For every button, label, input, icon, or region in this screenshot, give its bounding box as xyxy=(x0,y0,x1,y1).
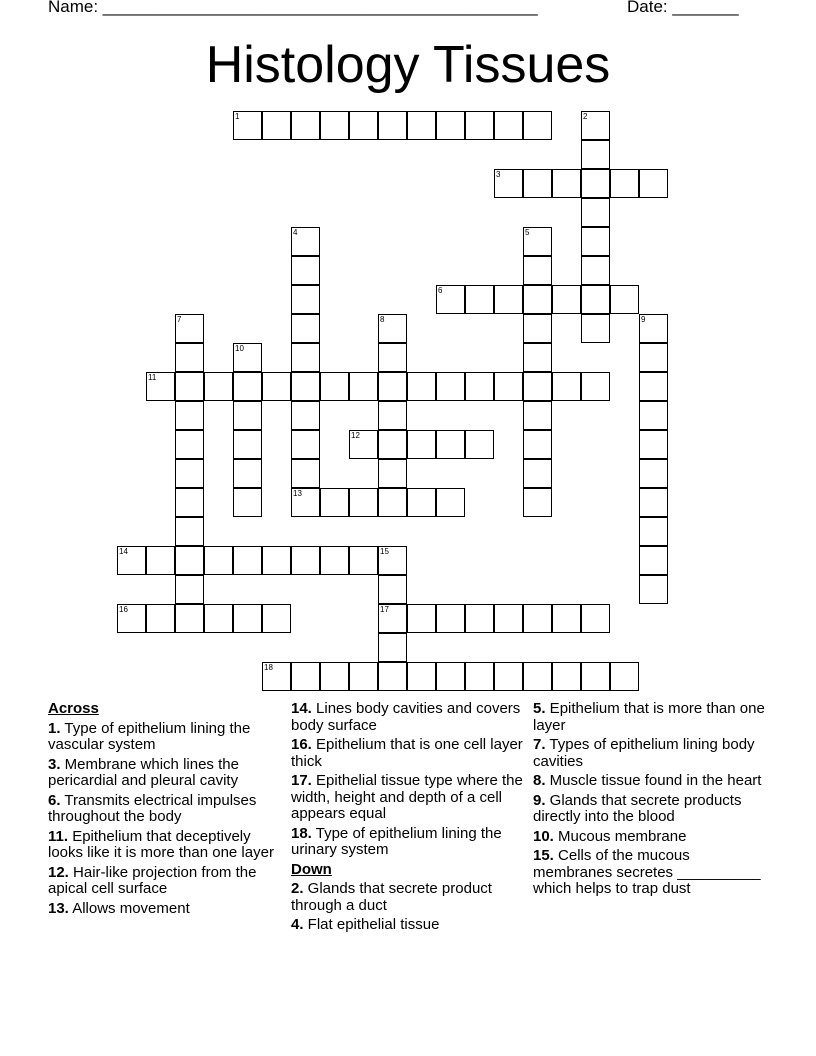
cell-number: 11 xyxy=(148,372,157,382)
cell-number: 2 xyxy=(583,111,588,121)
crossword-cell[interactable] xyxy=(378,575,407,604)
down-heading: Down xyxy=(291,860,332,878)
clue-item xyxy=(48,721,280,754)
clue-item xyxy=(533,737,773,770)
crossword-cell[interactable] xyxy=(262,111,291,140)
clue-number: 10. xyxy=(533,827,554,845)
clue-text: Epithelial tissue type where the width, height and depth of a cell appears equal xyxy=(291,772,523,822)
crossword-cell[interactable] xyxy=(349,662,378,691)
cell-number: 6 xyxy=(438,285,443,295)
clue-item xyxy=(48,901,280,918)
crossword-cell[interactable] xyxy=(465,111,494,140)
crossword-cell[interactable] xyxy=(552,169,581,198)
crossword-cell[interactable] xyxy=(610,285,639,314)
crossword-cell[interactable] xyxy=(436,604,465,633)
crossword-cell[interactable] xyxy=(581,227,610,256)
crossword-cell[interactable] xyxy=(581,140,610,169)
crossword-cell[interactable] xyxy=(465,604,494,633)
crossword-cell[interactable] xyxy=(407,372,436,401)
cell-number: 12 xyxy=(351,430,360,440)
crossword-cell[interactable] xyxy=(552,662,581,691)
crossword-cell[interactable] xyxy=(233,459,262,488)
crossword-cell[interactable] xyxy=(291,256,320,285)
clue-item xyxy=(533,793,773,826)
clue-text: Transmits electrical impulses throughout the body xyxy=(48,791,257,825)
clue-number: 8. xyxy=(533,772,546,789)
crossword-cell[interactable] xyxy=(610,169,639,198)
crossword-cell[interactable] xyxy=(407,111,436,140)
cell-number: 7 xyxy=(177,314,182,324)
crossword-cell[interactable] xyxy=(465,430,494,459)
cell-number: 13 xyxy=(293,488,302,498)
clue-item xyxy=(533,829,773,846)
clue-text: Cells of the mucous membranes secretes __________ which helps to trap dust xyxy=(533,847,761,897)
crossword-cell[interactable] xyxy=(349,372,378,401)
clue-item xyxy=(533,773,773,790)
clue-number: 16. xyxy=(291,736,312,753)
clue-item xyxy=(533,701,773,734)
crossword-cell[interactable] xyxy=(552,604,581,633)
crossword-cell[interactable] xyxy=(349,546,378,575)
crossword-cell[interactable] xyxy=(291,372,320,401)
crossword-cell[interactable] xyxy=(639,517,668,546)
crossword-cell[interactable] xyxy=(407,488,436,517)
crossword-cell[interactable] xyxy=(233,488,262,517)
crossword-cell[interactable] xyxy=(494,662,523,691)
crossword-cell[interactable] xyxy=(291,343,320,372)
crossword-cell[interactable] xyxy=(465,372,494,401)
crossword-cell[interactable] xyxy=(233,430,262,459)
crossword-cell[interactable] xyxy=(639,430,668,459)
crossword-cell[interactable] xyxy=(523,604,552,633)
crossword-cell[interactable] xyxy=(291,430,320,459)
crossword-cell[interactable] xyxy=(233,372,262,401)
clue-text: Muscle tissue found in the heart xyxy=(545,772,762,789)
clues-column-2 xyxy=(291,701,523,937)
crossword-cell[interactable] xyxy=(175,575,204,604)
crossword-cell[interactable] xyxy=(378,401,407,430)
crossword-cell[interactable] xyxy=(175,372,204,401)
crossword-cell[interactable] xyxy=(581,372,610,401)
clues-column-1 xyxy=(48,701,280,920)
clue-number: 3. xyxy=(48,755,61,773)
crossword-cell[interactable] xyxy=(204,604,233,633)
crossword-cell[interactable] xyxy=(436,488,465,517)
crossword-cell[interactable] xyxy=(378,633,407,662)
crossword-cell[interactable] xyxy=(523,169,552,198)
crossword-cell[interactable] xyxy=(175,604,204,633)
crossword-cell[interactable] xyxy=(320,546,349,575)
crossword-cell[interactable] xyxy=(175,430,204,459)
clue-text: Lines body cavities and covers body surface xyxy=(291,700,521,734)
crossword-cell[interactable] xyxy=(639,459,668,488)
crossword-cell[interactable] xyxy=(523,343,552,372)
crossword-cell[interactable] xyxy=(291,314,320,343)
crossword-cell[interactable] xyxy=(378,430,407,459)
crossword-cell[interactable] xyxy=(523,459,552,488)
crossword-cell[interactable] xyxy=(378,343,407,372)
crossword-cell[interactable] xyxy=(494,604,523,633)
clue-item xyxy=(291,826,523,859)
crossword-cell[interactable] xyxy=(146,604,175,633)
crossword-cell[interactable] xyxy=(523,256,552,285)
crossword-cell[interactable] xyxy=(233,604,262,633)
cell-number: 10 xyxy=(235,343,244,353)
crossword-cell[interactable] xyxy=(436,430,465,459)
crossword-cell[interactable] xyxy=(494,111,523,140)
crossword-cell[interactable] xyxy=(320,111,349,140)
clue-item xyxy=(533,848,773,898)
crossword-cell[interactable] xyxy=(639,343,668,372)
crossword-cell[interactable] xyxy=(262,372,291,401)
across-heading: Across xyxy=(48,700,99,717)
crossword-cell[interactable] xyxy=(378,111,407,140)
crossword-cell[interactable] xyxy=(494,372,523,401)
clue-number: 11. xyxy=(48,827,69,845)
crossword-cell[interactable] xyxy=(349,111,378,140)
crossword-cell[interactable] xyxy=(378,459,407,488)
clue-text: Glands that secrete product through a duct xyxy=(291,880,492,914)
clue-number: 7. xyxy=(533,736,546,753)
crossword-cell[interactable] xyxy=(523,430,552,459)
clue-item xyxy=(291,737,523,770)
clue-number: 13. xyxy=(48,899,69,917)
crossword-cell[interactable] xyxy=(291,285,320,314)
clue-text: Epithelium that is more than one layer xyxy=(533,700,765,734)
crossword-cell[interactable] xyxy=(378,662,407,691)
cell-number: 3 xyxy=(496,169,501,179)
crossword-cell[interactable] xyxy=(378,488,407,517)
crossword-cell[interactable] xyxy=(523,111,552,140)
crossword-cell[interactable] xyxy=(175,517,204,546)
clue-item xyxy=(291,881,523,914)
crossword-cell[interactable] xyxy=(262,546,291,575)
clue-item xyxy=(291,773,523,823)
clue-item xyxy=(48,829,280,862)
clue-number: 2. xyxy=(291,880,304,897)
clue-number: 5. xyxy=(533,700,546,717)
clue-text: Type of epithelium lining the urinary system xyxy=(291,824,502,858)
crossword-cell[interactable] xyxy=(581,662,610,691)
crossword-cell[interactable] xyxy=(436,111,465,140)
page-title: Histology Tissues xyxy=(205,36,611,94)
crossword-cell[interactable] xyxy=(581,314,610,343)
clue-number: 18. xyxy=(291,824,312,842)
crossword-cell[interactable] xyxy=(320,488,349,517)
crossword-cell[interactable] xyxy=(378,372,407,401)
crossword-cell[interactable] xyxy=(204,372,233,401)
crossword-cell[interactable] xyxy=(581,604,610,633)
clue-number: 15. xyxy=(533,847,554,864)
clue-text: Glands that secrete products directly into the blood xyxy=(533,791,742,825)
crossword-cell[interactable] xyxy=(146,546,175,575)
crossword-cell[interactable] xyxy=(291,401,320,430)
clue-number: 1. xyxy=(48,719,61,737)
crossword-cell[interactable] xyxy=(639,575,668,604)
crossword-cell[interactable] xyxy=(291,459,320,488)
crossword-cell[interactable] xyxy=(436,372,465,401)
crossword-cell[interactable] xyxy=(494,285,523,314)
clue-number: 12. xyxy=(48,863,69,881)
name-field-label[interactable]: Name: ______________________________________________ xyxy=(48,0,538,16)
cell-number: 16 xyxy=(119,604,128,614)
crossword-cell[interactable] xyxy=(175,488,204,517)
crossword-cell[interactable] xyxy=(407,604,436,633)
clue-text: Flat epithelial tissue xyxy=(303,916,440,933)
crossword-cell[interactable] xyxy=(639,401,668,430)
clue-text: Epithelium that deceptively looks like it is more than one layer xyxy=(48,827,274,861)
crossword-cell[interactable] xyxy=(407,662,436,691)
crossword-cell[interactable] xyxy=(552,285,581,314)
crossword-cell[interactable] xyxy=(523,662,552,691)
clue-number: 6. xyxy=(48,791,61,809)
crossword-cell[interactable] xyxy=(523,285,552,314)
crossword-cell[interactable] xyxy=(639,372,668,401)
cell-number: 14 xyxy=(119,546,128,556)
clue-text: Allows movement xyxy=(68,899,190,917)
clue-item xyxy=(48,865,280,898)
date-field-label[interactable]: Date: _______ xyxy=(627,0,739,16)
crossword-cell[interactable] xyxy=(581,198,610,227)
crossword-cell[interactable] xyxy=(291,111,320,140)
crossword-cell[interactable] xyxy=(175,343,204,372)
cell-number: 5 xyxy=(525,227,530,237)
crossword-cell[interactable] xyxy=(639,488,668,517)
clue-number: 14. xyxy=(291,700,312,717)
cell-number: 15 xyxy=(380,546,389,556)
clue-text: Epithelium that is one cell layer thick xyxy=(291,736,523,770)
crossword-cell[interactable] xyxy=(639,546,668,575)
clue-item xyxy=(48,757,280,790)
crossword-cell[interactable] xyxy=(552,372,581,401)
crossword-cell[interactable] xyxy=(465,285,494,314)
cell-number: 9 xyxy=(641,314,646,324)
clue-text: Type of epithelium lining the vascular system xyxy=(48,719,251,753)
cell-number: 18 xyxy=(264,662,273,672)
cell-number: 1 xyxy=(235,111,240,121)
crossword-cell[interactable] xyxy=(291,546,320,575)
clue-item xyxy=(48,793,280,826)
cell-number: 8 xyxy=(380,314,385,324)
clue-item xyxy=(291,701,523,734)
crossword-cell[interactable] xyxy=(523,401,552,430)
cell-number: 17 xyxy=(380,604,389,614)
clue-text: Hair-like projection from the apical cell surface xyxy=(48,863,257,897)
clue-number: 4. xyxy=(291,916,304,933)
clue-text: Membrane which lines the pericardial and pleural cavity xyxy=(48,755,239,789)
clues-column-3 xyxy=(533,701,773,901)
crossword-cell[interactable] xyxy=(320,662,349,691)
crossword-cell[interactable] xyxy=(175,459,204,488)
crossword-cell[interactable] xyxy=(407,430,436,459)
crossword-cell[interactable] xyxy=(175,546,204,575)
crossword-cell[interactable] xyxy=(581,169,610,198)
crossword-cell[interactable] xyxy=(610,662,639,691)
crossword-cell[interactable] xyxy=(581,256,610,285)
crossword-cell[interactable] xyxy=(204,546,233,575)
crossword-cell[interactable] xyxy=(581,285,610,314)
crossword-cell[interactable] xyxy=(320,372,349,401)
clue-item xyxy=(291,917,523,934)
clue-text: Types of epithelium lining body cavities xyxy=(533,736,755,770)
crossword-cell[interactable] xyxy=(233,546,262,575)
clue-number: 17. xyxy=(291,772,312,789)
clue-text: Mucous membrane xyxy=(553,827,687,845)
crossword-cell[interactable] xyxy=(523,372,552,401)
crossword-cell[interactable] xyxy=(262,604,291,633)
crossword-cell[interactable] xyxy=(639,169,668,198)
crossword-cell[interactable] xyxy=(436,662,465,691)
clue-number: 9. xyxy=(533,791,546,809)
crossword-cell[interactable] xyxy=(175,401,204,430)
crossword-cell[interactable] xyxy=(349,488,378,517)
cell-number: 4 xyxy=(293,227,298,237)
crossword-cell[interactable] xyxy=(233,401,262,430)
crossword-cell[interactable] xyxy=(465,662,494,691)
crossword-cell[interactable] xyxy=(291,662,320,691)
crossword-cell[interactable] xyxy=(523,314,552,343)
crossword-cell[interactable] xyxy=(523,488,552,517)
